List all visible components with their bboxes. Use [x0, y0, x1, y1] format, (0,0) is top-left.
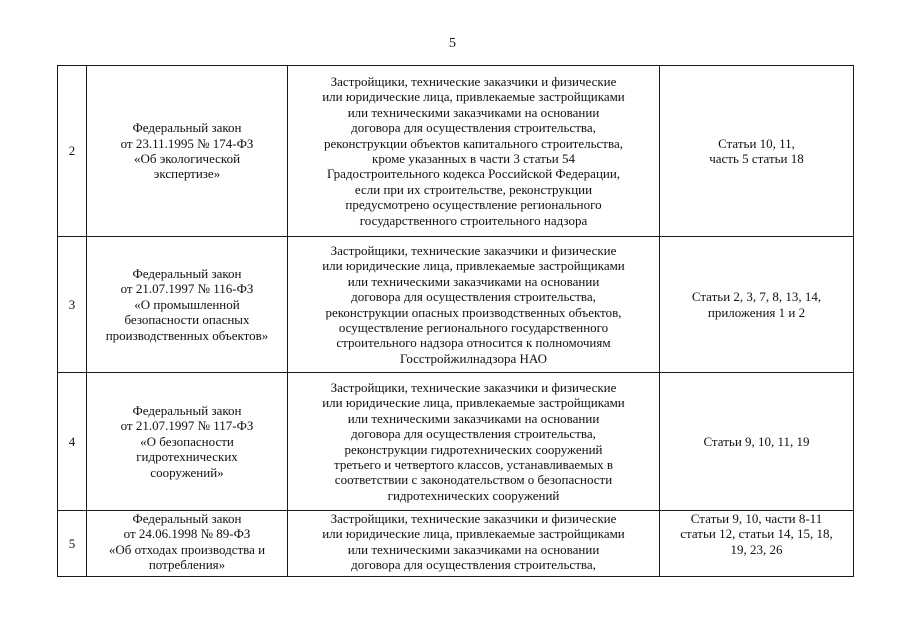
table-row [58, 373, 854, 511]
articles-text: Статьи 9, 10, 11, 19 [703, 433, 810, 449]
row-number: 5 [58, 511, 87, 577]
page-number: 5 [449, 36, 456, 51]
law-title: Федеральный закон от 21.07.1997 № 116-ФЗ «О промышленной безопасности опасных производственных объектов» [105, 265, 269, 343]
row-number: 2 [58, 66, 87, 237]
regulations-table [57, 65, 854, 577]
articles-text: Статьи 2, 3, 7, 8, 13, 14, приложения 1 и 2 [691, 289, 822, 320]
subjects-cell [288, 373, 660, 511]
table-row [58, 66, 854, 237]
subjects-cell [288, 511, 660, 577]
subjects-text: Застройщики, технические заказчики и физические или юридические лица, привлекаемые застройщиками или техническими заказчиками на основании договора для осуществления строительства, реконструкции объектов капитального строительства, кроме указанных в части 3 статьи 54 Градостроительного кодекса Российской Федерации, если при их строительстве, реконструкции предусмотрено осуществление регионального государственного строительного надзора [322, 73, 625, 228]
subjects-cell [288, 237, 660, 373]
subjects-text: Застройщики, технические заказчики и физические или юридические лица, привлекаемые застройщиками или техническими заказчиками на основании договора для осуществления строительства, [322, 511, 625, 573]
table-row [58, 237, 854, 373]
law-title-cell [87, 66, 288, 237]
subjects-cell [288, 66, 660, 237]
law-title: Федеральный закон от 21.07.1997 № 117-ФЗ «О безопасности гидротехнических сооружений» [120, 402, 254, 480]
articles-cell [660, 66, 854, 237]
row-number: 4 [58, 373, 87, 511]
articles-text: Статьи 10, 11, часть 5 статьи 18 [709, 135, 804, 166]
subjects-text: Застройщики, технические заказчики и физические или юридические лица, привлекаемые застройщиками или техническими заказчиками на основании договора для осуществления строительства, реконструкции гидротехнических сооружений третьего и четвертого классов, устанавливаемых в соответствии с законодательством о безопасности гидротехнических сооружений [322, 379, 625, 503]
law-title: Федеральный закон от 23.11.1995 № 174-ФЗ «Об экологической экспертизе» [120, 120, 254, 182]
articles-text: Статьи 9, 10, части 8-11 статьи 12, статьи 14, 15, 18, 19, 23, 26 [680, 511, 833, 557]
table-row [58, 511, 854, 577]
articles-cell [660, 373, 854, 511]
articles-cell [660, 511, 854, 577]
law-title-cell [87, 511, 288, 577]
law-title-cell [87, 237, 288, 373]
row-number: 3 [58, 237, 87, 373]
law-title-cell [87, 373, 288, 511]
subjects-text: Застройщики, технические заказчики и физические или юридические лица, привлекаемые застройщиками или техническими заказчиками на основании договора для осуществления строительства, реконструкции опасных производственных объектов, осуществление регионального государственного строительного надзора относится к полномочиям Госстройжилнадзора НАО [322, 242, 625, 366]
articles-cell [660, 237, 854, 373]
law-title: Федеральный закон от 24.06.1998 № 89-ФЗ «Об отходах производства и потребления» [108, 511, 266, 573]
